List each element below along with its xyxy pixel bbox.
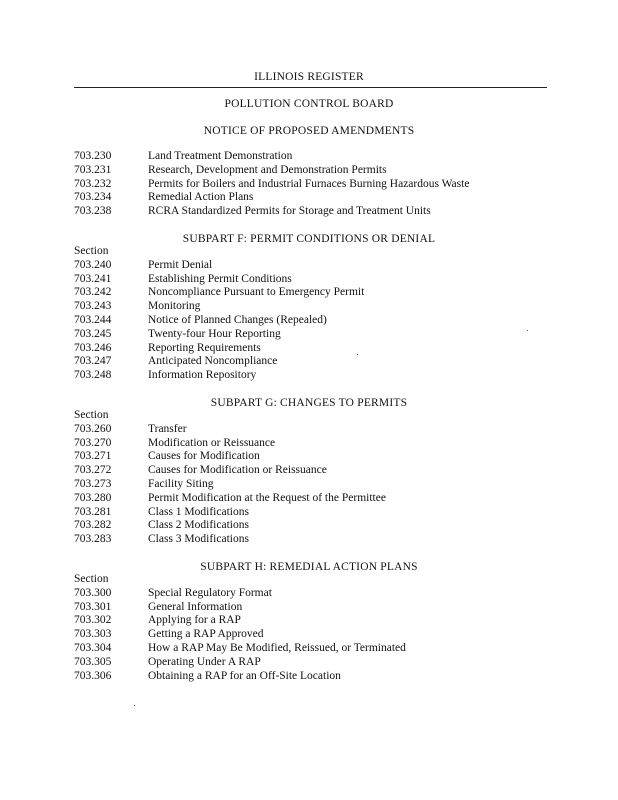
list-item xyxy=(74,506,386,520)
scan-speck xyxy=(357,354,358,355)
section-number: 703.302 xyxy=(74,614,112,627)
list-item xyxy=(74,300,364,314)
section-number: 703.242 xyxy=(74,286,112,299)
section-title: Remedial Action Plans xyxy=(148,191,254,204)
section-number: 703.260 xyxy=(74,422,112,435)
list-item xyxy=(74,355,364,369)
section-number: 703.304 xyxy=(74,641,112,654)
board-title: POLLUTION CONTROL BOARD xyxy=(224,98,394,110)
section-title: Causes for Modification xyxy=(148,450,260,463)
section-number: 703.301 xyxy=(74,600,112,613)
section-title: Permit Modification at the Request of the Permittee xyxy=(148,491,386,504)
subpart-h-list xyxy=(74,573,406,683)
section-number: 703.240 xyxy=(74,258,112,271)
section-title: Modification or Reissuance xyxy=(148,436,276,449)
list-item xyxy=(74,164,469,178)
section-title: Research, Development and Demonstration Permits xyxy=(148,163,387,176)
section-title: Causes for Modification or Reissuance xyxy=(148,464,327,477)
list-item xyxy=(74,614,406,628)
section-title: Special Regulatory Format xyxy=(148,586,272,599)
list-item xyxy=(74,464,386,478)
section-title: Getting a RAP Approved xyxy=(148,628,264,641)
section-column-label: Section xyxy=(74,573,109,585)
list-item xyxy=(74,492,386,506)
notice-title: NOTICE OF PROPOSED AMENDMENTS xyxy=(203,125,415,137)
subpart-g-list xyxy=(74,409,386,547)
list-item xyxy=(74,178,469,192)
list-item xyxy=(74,369,364,383)
section-number: 703.230 xyxy=(74,150,112,162)
section-title: Facility Siting xyxy=(148,477,214,490)
list-item xyxy=(74,628,406,642)
list-item xyxy=(74,656,406,670)
list-item xyxy=(74,601,406,615)
section-number: 703.300 xyxy=(74,586,112,599)
section-title: Noncompliance Pursuant to Emergency Permit xyxy=(148,286,365,299)
section-title: Twenty-four Hour Reporting xyxy=(148,327,281,340)
section-title: Operating Under A RAP xyxy=(148,655,261,668)
section-title: Monitoring xyxy=(148,300,201,313)
list-item xyxy=(74,519,386,533)
section-number: 703.245 xyxy=(74,327,112,340)
section-title: Permits for Boilers and Industrial Furnaces Burning Hazardous Waste xyxy=(148,177,470,190)
section-number: 703.244 xyxy=(74,313,112,326)
section-title: Class 2 Modifications xyxy=(148,519,249,532)
section-title: Obtaining a RAP for an Off-Site Location xyxy=(148,669,341,682)
list-item xyxy=(74,273,364,287)
section-number: 703.231 xyxy=(74,163,112,176)
section-title: Anticipated Noncompliance xyxy=(148,355,278,368)
section-number: 703.305 xyxy=(74,655,112,668)
section-title: RCRA Standardized Permits for Storage and Treatment Units xyxy=(148,205,431,218)
subpart-g-heading: SUBPART G: CHANGES TO PERMITS xyxy=(210,397,408,409)
section-title: Reporting Requirements xyxy=(148,341,261,354)
list-item xyxy=(74,533,386,547)
section-number: 703.271 xyxy=(74,450,112,463)
section-number: 703.232 xyxy=(74,177,112,190)
section-title: Establishing Permit Conditions xyxy=(148,272,292,285)
section-title: Class 3 Modifications xyxy=(148,533,249,546)
list-item xyxy=(74,670,406,684)
section-number: 703.272 xyxy=(74,464,112,477)
section-number: 703.234 xyxy=(74,191,112,204)
list-item xyxy=(74,342,364,356)
register-title: ILLINOIS REGISTER xyxy=(254,71,364,83)
section-number: 703.248 xyxy=(74,369,112,382)
section-column-label: Section xyxy=(74,245,109,257)
intro-section-list xyxy=(74,150,469,219)
section-column-label: Section xyxy=(74,409,109,421)
list-item xyxy=(74,205,469,219)
section-number: 703.306 xyxy=(74,669,112,682)
list-item xyxy=(74,259,364,273)
scan-speck xyxy=(527,330,528,331)
section-number: 703.282 xyxy=(74,519,112,532)
list-item xyxy=(74,437,386,451)
section-number: 703.280 xyxy=(74,491,112,504)
subpart-h-heading: SUBPART H: REMEDIAL ACTION PLANS xyxy=(200,561,418,573)
section-title: Notice of Planned Changes (Repealed) xyxy=(148,313,327,326)
section-title: Land Treatment Demonstration xyxy=(148,150,293,162)
section-title: Class 1 Modifications xyxy=(148,505,249,518)
section-number: 703.246 xyxy=(74,341,112,354)
list-item xyxy=(74,314,364,328)
section-number: 703.270 xyxy=(74,436,112,449)
subpart-f-heading: SUBPART F: PERMIT CONDITIONS OR DENIAL xyxy=(182,233,436,245)
section-number: 703.283 xyxy=(74,533,112,546)
list-item xyxy=(74,423,386,437)
scan-speck xyxy=(134,705,135,706)
section-title: Permit Denial xyxy=(148,258,213,271)
section-title: Information Repository xyxy=(148,369,257,382)
section-title: How a RAP May Be Modified, Reissued, or Terminated xyxy=(148,641,406,654)
section-number: 703.303 xyxy=(74,628,112,641)
section-number: 703.273 xyxy=(74,477,112,490)
section-number: 703.241 xyxy=(74,272,112,285)
section-number: 703.247 xyxy=(74,355,112,368)
section-number: 703.243 xyxy=(74,300,112,313)
section-number: 703.238 xyxy=(74,205,112,218)
list-item xyxy=(74,642,406,656)
list-item xyxy=(74,478,386,492)
list-item xyxy=(74,450,386,464)
list-item xyxy=(74,286,364,300)
section-number: 703.281 xyxy=(74,505,112,518)
header-rule xyxy=(74,87,547,88)
section-title: General Information xyxy=(148,600,243,613)
list-item xyxy=(74,150,469,164)
list-item xyxy=(74,587,406,601)
list-item xyxy=(74,328,364,342)
list-item xyxy=(74,191,469,205)
section-title: Transfer xyxy=(148,422,187,435)
subpart-f-list xyxy=(74,245,364,383)
section-title: Applying for a RAP xyxy=(148,614,241,627)
